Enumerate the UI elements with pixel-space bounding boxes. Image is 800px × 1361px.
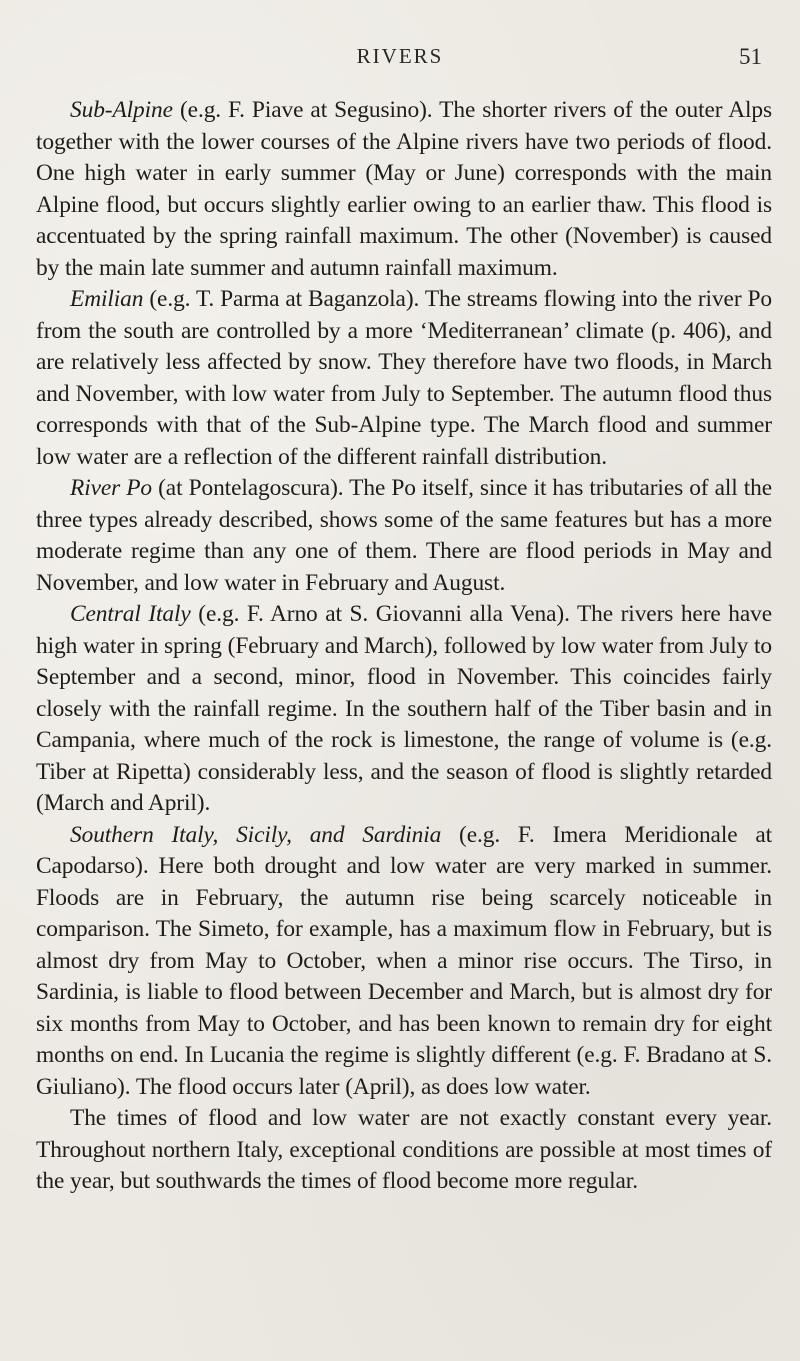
paragraph-body: (e.g. F. Arno at S. Giovanni alla Vena). The rivers here have high water in spring (February and March), followed by low water from July to September and a second, minor, flood in November. This coincides fairly closely with the rainfall regime. In the southern half of the Tiber basin and in Campania, where much of the rock is limestone, the range of volume is (e.g. Tiber at Ripetta) considerably less, and the season of flood is slightly retarded (March and April). bbox=[36, 601, 773, 816]
paragraph-body: The times of flood and low water are not exactly constant every year. Throughout northern Italy, exceptional conditions are possible at most times of the year, but southwards the times of flood become more regular. bbox=[36, 1105, 772, 1194]
paragraph-body: (e.g. T. Parma at Baganzola). The streams flowing into the river Po from the south are controlled by a more ‘Mediterranean’ climate (p. 406), and are relatively less affected by snow. They therefore have two floods, in March and November, with low water from July to September. The autumn flood thus corresponds with that of the Sub-Alpine type. The March flood and summer low water are a reflection of the different rainfall distribution. bbox=[36, 286, 772, 470]
page-number: 51 bbox=[739, 44, 762, 69]
paragraph-body: (at Pontelagoscura). The Po itself, since it has tributaries of all the three types already described, shows some of the same features but has a more moderate regime than any one of them. There are flood periods in May and November, and low water in February and August. bbox=[36, 475, 773, 596]
paragraph-river-po bbox=[36, 473, 772, 599]
paragraph-southern-italy bbox=[36, 820, 772, 1104]
paragraph-central-italy bbox=[36, 599, 772, 820]
paragraph-lead: Emilian bbox=[70, 286, 144, 312]
paragraph-lead: Southern Italy, Sicily, and Sardinia bbox=[70, 821, 442, 848]
paragraph-lead: Central Italy bbox=[70, 601, 191, 627]
paragraph-conclusion bbox=[36, 1103, 772, 1198]
paragraph-lead: River Po bbox=[70, 475, 153, 501]
paragraph-body: (e.g. F. Piave at Segusino). The shorter rivers of the outer Alps together with the lower courses of the Alpine rivers have two periods of flood. One high water in early summer (May or June) corresponds with the main Alpine flood, but occurs slightly earlier owing to an earlier thaw. This flood is accentuated by the spring rainfall maximum. The other (November) is caused by the main late summer and autumn rainfall maximum. bbox=[36, 97, 772, 281]
paragraph-body: (e.g. F. Imera Meridionale at Capodarso). Here both drought and low water are very marked in summer. Floods are in February, the autumn rise being scarcely noticeable in comparison. The Simeto, for example, has a maximum flow in February, but is almost dry from May to October, when a minor rise occurs. The Tirso, in Sardinia, is liable to flood between December and March, but is almost dry for six months from May to October, and has been known to remain dry for eight months on end. In Lucania the regime is slightly different (e.g. F. Bradano at S. Giuliano). The flood occurs later (April), as does low water. bbox=[36, 821, 772, 1100]
page-header bbox=[0, 44, 800, 76]
paragraph-lead: Sub-Alpine bbox=[70, 97, 173, 123]
body-text bbox=[36, 95, 772, 1198]
paragraph-emilian bbox=[36, 284, 772, 473]
paragraph-sub-alpine bbox=[36, 95, 772, 284]
running-head: RIVERS bbox=[356, 44, 444, 68]
